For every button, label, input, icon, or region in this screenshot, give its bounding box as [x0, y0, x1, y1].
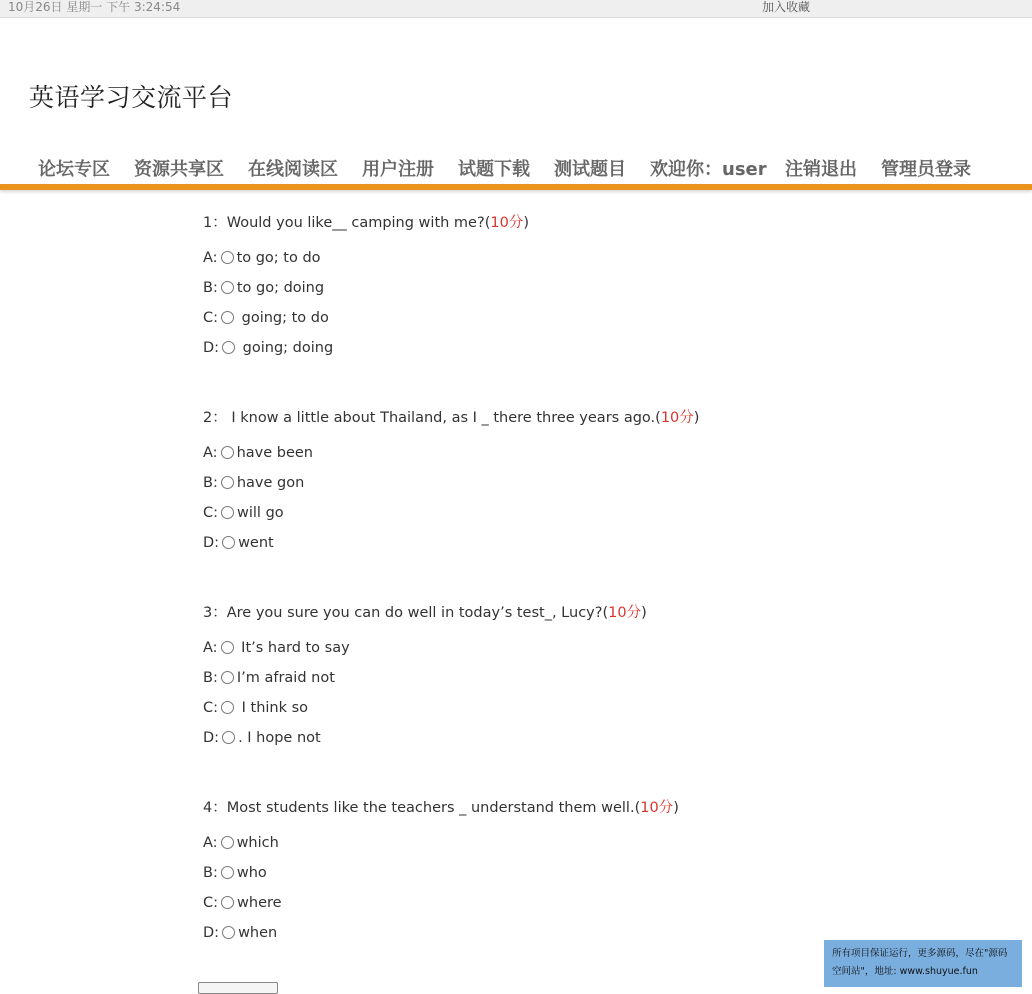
option-text: which: [236, 835, 279, 851]
nav-item-register[interactable]: 用户注册: [362, 159, 434, 180]
radio-button[interactable]: [221, 506, 234, 519]
option-text: going; to do: [237, 310, 329, 326]
radio-button[interactable]: [222, 536, 235, 549]
option-text: to go; doing: [236, 280, 325, 296]
radio-button[interactable]: [221, 281, 234, 294]
question-number: 4: [203, 800, 213, 816]
nav-item-admin-login[interactable]: 管理员登录: [881, 159, 971, 180]
add-bookmark-link[interactable]: 加入收藏: [762, 0, 811, 14]
nav-item-download[interactable]: 试题下载: [458, 159, 530, 180]
question-number: 2: [203, 410, 213, 426]
radio-button[interactable]: [222, 341, 235, 354]
question-number: 1: [203, 215, 213, 231]
option-text: to go; to do: [236, 250, 321, 266]
current-datetime: 10月26日 星期一 下午 3:24:54: [8, 0, 181, 14]
option-text: have gon: [236, 475, 305, 491]
question-prompt: I know a little about Thailand, as I _ there three years ago.: [226, 410, 656, 426]
option-text: going; doing: [238, 340, 334, 356]
option-c[interactable]: [203, 697, 803, 727]
question-score: 10分: [608, 605, 642, 621]
option-letter: C:: [203, 895, 219, 911]
option-letter: B:: [203, 670, 218, 686]
option-text: when: [238, 925, 278, 941]
radio-button[interactable]: [222, 731, 235, 744]
submit-button[interactable]: [198, 982, 278, 994]
question-number: 3: [203, 605, 213, 621]
option-a[interactable]: [203, 637, 803, 667]
radio-button[interactable]: [221, 836, 234, 849]
question-prompt: Most students like the teachers _ understand them well.: [226, 800, 635, 816]
nav-item-welcome[interactable]: 欢迎你：user: [650, 159, 767, 180]
option-letter: D:: [203, 535, 220, 551]
question-text: 3：Are you sure you can do well in today’s test_, Lucy?(10分): [203, 605, 647, 621]
nav-item-forum[interactable]: 论坛专区: [38, 159, 110, 180]
question-text: 1：Would you like__ camping with me?(10分): [203, 215, 529, 231]
option-c[interactable]: [203, 307, 803, 337]
option-letter: D:: [203, 730, 220, 746]
option-a[interactable]: [203, 247, 803, 277]
option-c[interactable]: [203, 502, 803, 532]
question-prompt: Would you like__ camping with me?: [226, 215, 485, 231]
nav-divider: [0, 184, 1032, 190]
radio-button[interactable]: [221, 701, 234, 714]
option-letter: A:: [203, 445, 218, 461]
option-letter: C:: [203, 310, 219, 326]
radio-button[interactable]: [221, 251, 234, 264]
option-text: where: [237, 895, 282, 911]
question-1: [203, 212, 803, 407]
option-letter: B:: [203, 280, 218, 296]
option-d[interactable]: [203, 922, 803, 952]
question-3: [203, 602, 803, 797]
radio-button[interactable]: [221, 866, 234, 879]
radio-button[interactable]: [221, 641, 234, 654]
question-score: 10分: [660, 410, 694, 426]
option-text: It’s hard to say: [236, 640, 350, 656]
question-text: 4：Most students like the teachers _ understand them well.(10分): [203, 800, 679, 816]
option-letter: A:: [203, 640, 218, 656]
top-info-bar: [0, 0, 1032, 18]
notice-line-2: 空间站"，地址: www.shuyue.fun: [832, 966, 978, 977]
question-prompt: Are you sure you can do well in today’s test_, Lucy?: [226, 605, 603, 621]
quiz-form: [203, 212, 803, 992]
option-letter: A:: [203, 250, 218, 266]
question-score: 10分: [640, 800, 674, 816]
radio-button[interactable]: [221, 671, 234, 684]
main-nav: [0, 155, 1032, 183]
question-text: 2： I know a little about Thailand, as I _ there three years ago.(10分): [203, 410, 700, 426]
radio-button[interactable]: [221, 311, 234, 324]
nav-item-reading[interactable]: 在线阅读区: [248, 159, 338, 180]
option-text: I think so: [237, 700, 309, 716]
nav-item-logout[interactable]: 注销退出: [785, 159, 857, 180]
question-4: [203, 797, 803, 992]
radio-button[interactable]: [222, 926, 235, 939]
option-c[interactable]: [203, 892, 803, 922]
notice-line-1: 所有项目保证运行，更多源码，尽在"源码: [832, 948, 1008, 959]
option-text: who: [236, 865, 267, 881]
option-a[interactable]: [203, 442, 803, 472]
option-text: have been: [236, 445, 313, 461]
question-2: [203, 407, 803, 602]
option-text: went: [238, 535, 274, 551]
option-text: . I hope not: [238, 730, 321, 746]
option-d[interactable]: [203, 727, 803, 757]
option-letter: C:: [203, 700, 219, 716]
option-d[interactable]: [203, 337, 803, 367]
option-b[interactable]: [203, 667, 803, 697]
option-letter: A:: [203, 835, 218, 851]
source-notice-banner: [824, 940, 1022, 987]
option-letter: B:: [203, 475, 218, 491]
option-d[interactable]: [203, 532, 803, 562]
option-b[interactable]: [203, 472, 803, 502]
radio-button[interactable]: [221, 896, 234, 909]
option-letter: D:: [203, 925, 220, 941]
option-b[interactable]: [203, 862, 803, 892]
question-score: 10分: [490, 215, 524, 231]
radio-button[interactable]: [221, 476, 234, 489]
option-text: I’m afraid not: [236, 670, 335, 686]
nav-item-resources[interactable]: 资源共享区: [134, 159, 224, 180]
radio-button[interactable]: [221, 446, 234, 459]
site-title: 英语学习交流平台: [29, 83, 234, 112]
option-a[interactable]: [203, 832, 803, 862]
option-letter: C:: [203, 505, 219, 521]
option-text: will go: [237, 505, 284, 521]
option-b[interactable]: [203, 277, 803, 307]
option-letter: D:: [203, 340, 220, 356]
nav-item-tests[interactable]: 测试题目: [554, 159, 626, 180]
option-letter: B:: [203, 865, 218, 881]
